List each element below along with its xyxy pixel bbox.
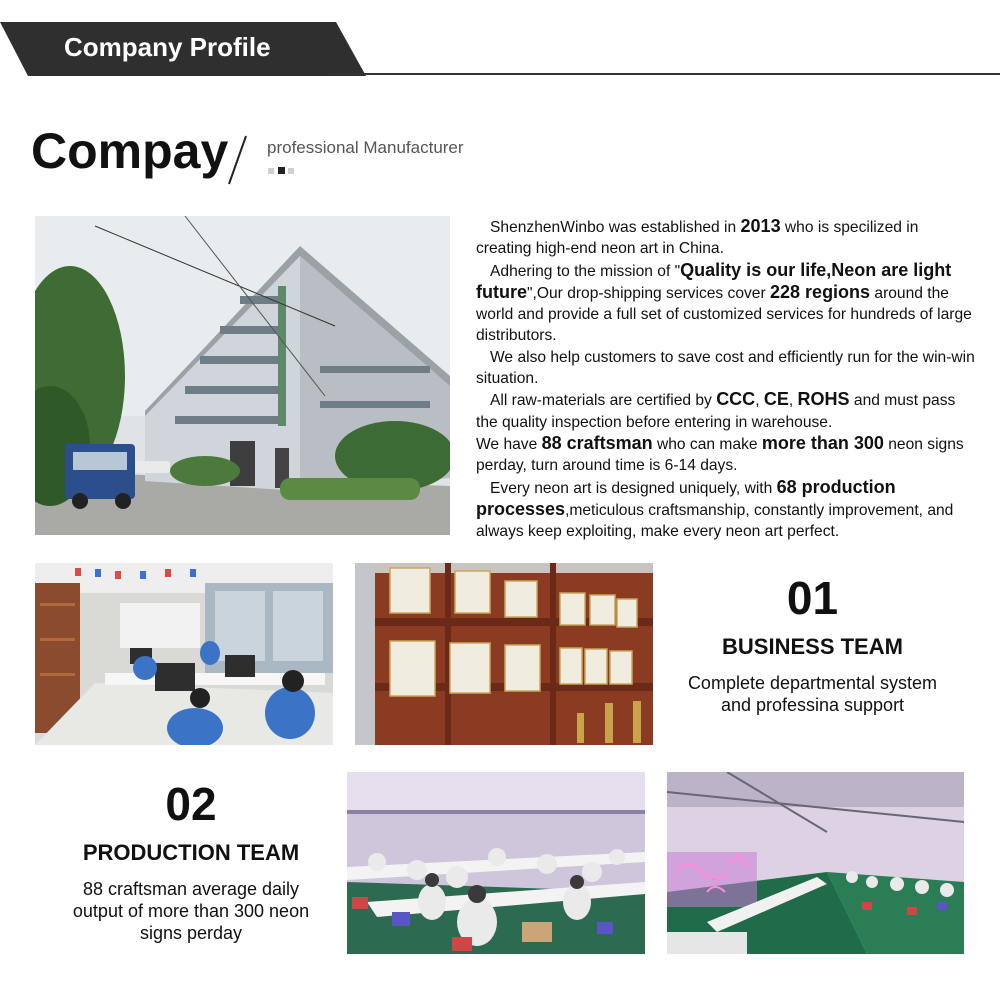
factory-building-photo <box>35 216 450 535</box>
section-title: Compay <box>31 123 229 179</box>
section-subtitle: professional Manufacturer <box>267 138 464 157</box>
office-photo <box>35 563 333 745</box>
header-rule <box>330 73 1000 75</box>
intro-paragraph-4: All raw-materials are certified by CCC, CE, ROHS and must pass the quality inspection before entering in warehouse. <box>476 389 956 431</box>
team-number: 01 <box>786 572 839 624</box>
slash-divider <box>226 134 248 186</box>
production-floor-photo <box>347 772 645 954</box>
team-number: 02 <box>165 778 217 830</box>
intro-paragraph-3: We also help customers to save cost and efficiently run for the win-win situation. <box>476 348 975 388</box>
team-name: BUSINESS TEAM <box>722 634 903 659</box>
neon-workshop-photo <box>667 772 964 954</box>
team-name: PRODUCTION TEAM <box>82 840 300 865</box>
team-description: 88 craftsman average daily output of more than 300 neon signs perday <box>72 879 310 943</box>
business-team-block <box>655 572 970 716</box>
team-description: Complete departmental system and professina support <box>687 673 938 715</box>
intro-paragraph-2: Adhering to the mission of "Quality is our life,Neon are light future",Our drop-shipping services cover 228 regions around the world and provide a full set of customized services for hundreds of large distributors. <box>476 259 972 345</box>
dots-decoration <box>268 167 298 175</box>
certificates-photo <box>355 563 653 745</box>
production-team-block <box>40 778 342 944</box>
intro-paragraph-1: ShenzhenWinbo was established in 2013 who is specilized in creating high-end neon art in China. <box>476 216 919 258</box>
intro-paragraph-6: Every neon art is designed uniquely, with 68 production processes,meticulous craftsmanship, constantly improvement, and always keep exploiting, make every neon art perfect. <box>476 476 954 541</box>
intro-paragraph-5: We have 88 craftsman who can make more than 300 neon signs perday, turn around time is 6-14 days. <box>476 432 964 475</box>
header-banner <box>0 22 366 76</box>
company-intro <box>476 216 976 542</box>
page-title: Company Profile <box>64 32 271 62</box>
